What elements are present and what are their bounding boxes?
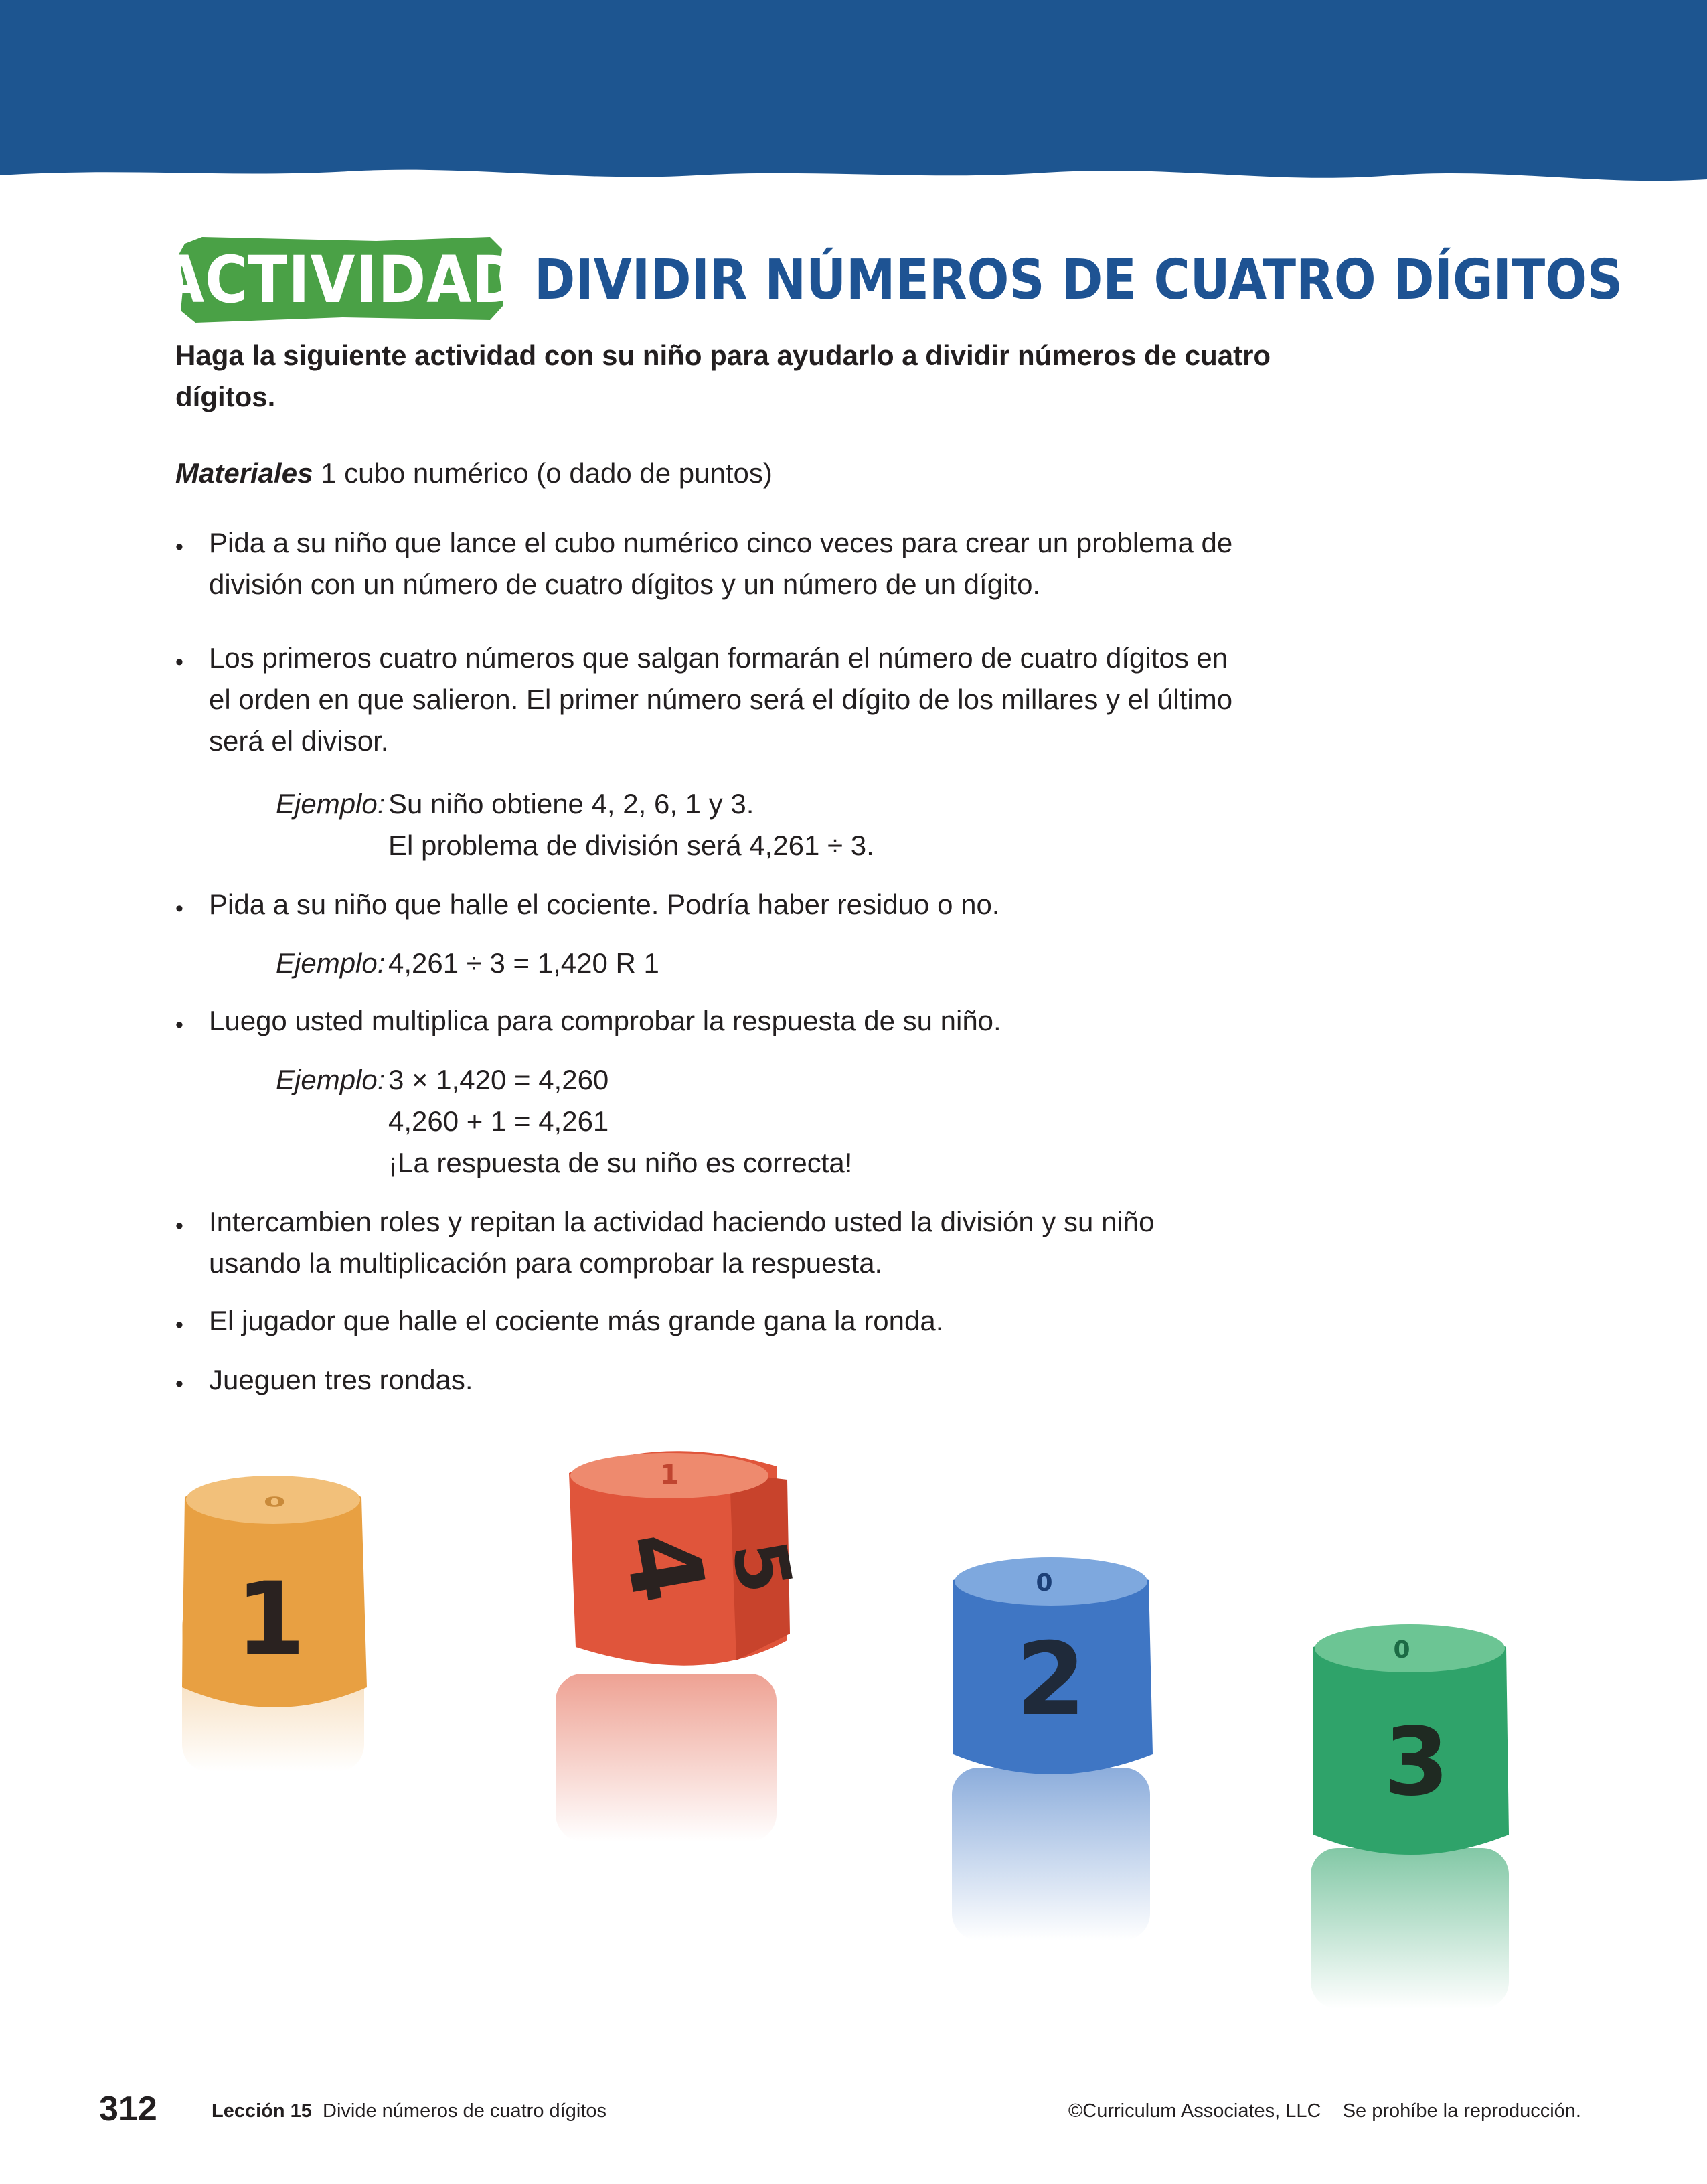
die-orange-face: 1 [235,1561,306,1678]
intro-text: Haga la siguiente actividad con su niño para ayudarlo a dividir números de cuatro dígitos. [175,339,1271,412]
step-2-example-line-2: El problema de división será 4,261 ÷ 3. [388,830,874,861]
badge-label: ACTIVIDAD [159,242,521,317]
bullet-2: • [175,649,183,675]
notice-text: Se prohíbe la reproducción. [1342,2100,1581,2122]
die-green [1311,1624,1509,2009]
page-number: 312 [99,2090,157,2128]
dice-photo [0,1433,1707,2009]
footer-lesson [212,2100,606,2122]
footer-copyright [1068,2100,1581,2122]
die-red-side: 5 [715,1534,809,1600]
materials-text: 1 cubo numérico (o dado de puntos) [321,457,773,489]
step-3-example-line-1: 4,261 ÷ 3 = 1,420 R 1 [388,947,659,979]
lesson-title: Divide números de cuatro dígitos [323,2100,606,2122]
die-red-face: 4 [600,1522,727,1612]
die-red-top: 1 [660,1460,679,1490]
step-2-line-1: Los primeros cuatro números que salgan formarán el número de cuatro dígitos en [209,642,1228,674]
materials-line [175,453,773,494]
die-green-top: 0 [1393,1636,1410,1664]
lesson-label: Lección 15 [212,2100,312,2122]
bullet-1: • [175,534,183,560]
materials-label: Materiales [175,457,313,489]
step-2-line-2: el orden en que salieron. El primer número será el dígito de los millares y el último [209,684,1233,715]
step-4-line-1: Luego usted multiplica para comprobar la respuesta de su niño. [209,1005,1001,1036]
activity-title-row [159,236,1623,324]
die-blue-face: 2 [1015,1622,1086,1738]
die-blue-top: 0 [1036,1569,1053,1597]
step-4-example-line-1: 3 × 1,420 = 4,260 [388,1064,609,1095]
step-4-example-label: Ejemplo: [276,1064,386,1095]
step-2-line-3: será el divisor. [209,725,389,757]
activity-badge [159,236,521,324]
step-6-line-1: El jugador que halle el cociente más grande gana la ronda. [209,1305,944,1336]
step-3-example-label: Ejemplo: [276,947,386,979]
step-4-example-line-2: 4,260 + 1 = 4,261 [388,1105,609,1137]
step-3-line-1: Pida a su niño que halle el cociente. Podría haber residuo o no. [209,888,1000,920]
step-1-line-2: división con un número de cuatro dígitos y un número de un dígito. [209,568,1041,600]
step-5-line-2: usando la multiplicación para comprobar la respuesta. [209,1247,883,1279]
die-green-face: 3 [1384,1708,1449,1817]
bullet-5: • [175,1213,183,1239]
bullet-6: • [175,1312,183,1338]
step-7-line-1: Jueguen tres rondas. [209,1364,473,1395]
step-5-line-1: Intercambien roles y repitan la actividad haciendo usted la división y su niño [209,1206,1155,1237]
header-banner [0,0,1707,194]
bullet-7: • [175,1371,183,1397]
page-title: DIVIDIR NÚMEROS DE CUATRO DÍGITOS [534,248,1623,312]
bullet-4: • [175,1012,183,1038]
step-4-example-line-3: ¡La respuesta de su niño es correcta! [388,1147,853,1178]
step-2-example-line-1: Su niño obtiene 4, 2, 6, 1 y 3. [388,788,754,820]
bullet-3: • [175,896,183,921]
die-blue [952,1557,1153,1940]
step-1-line-1: Pida a su niño que lance el cubo numérico cinco veces para crear un problema de [209,527,1233,558]
copyright-text: ©Curriculum Associates, LLC [1068,2100,1321,2122]
die-orange-top: 0 [263,1494,286,1510]
step-2-example-label: Ejemplo: [276,788,386,820]
die-orange [182,1476,367,1772]
die-red [556,1451,809,1841]
